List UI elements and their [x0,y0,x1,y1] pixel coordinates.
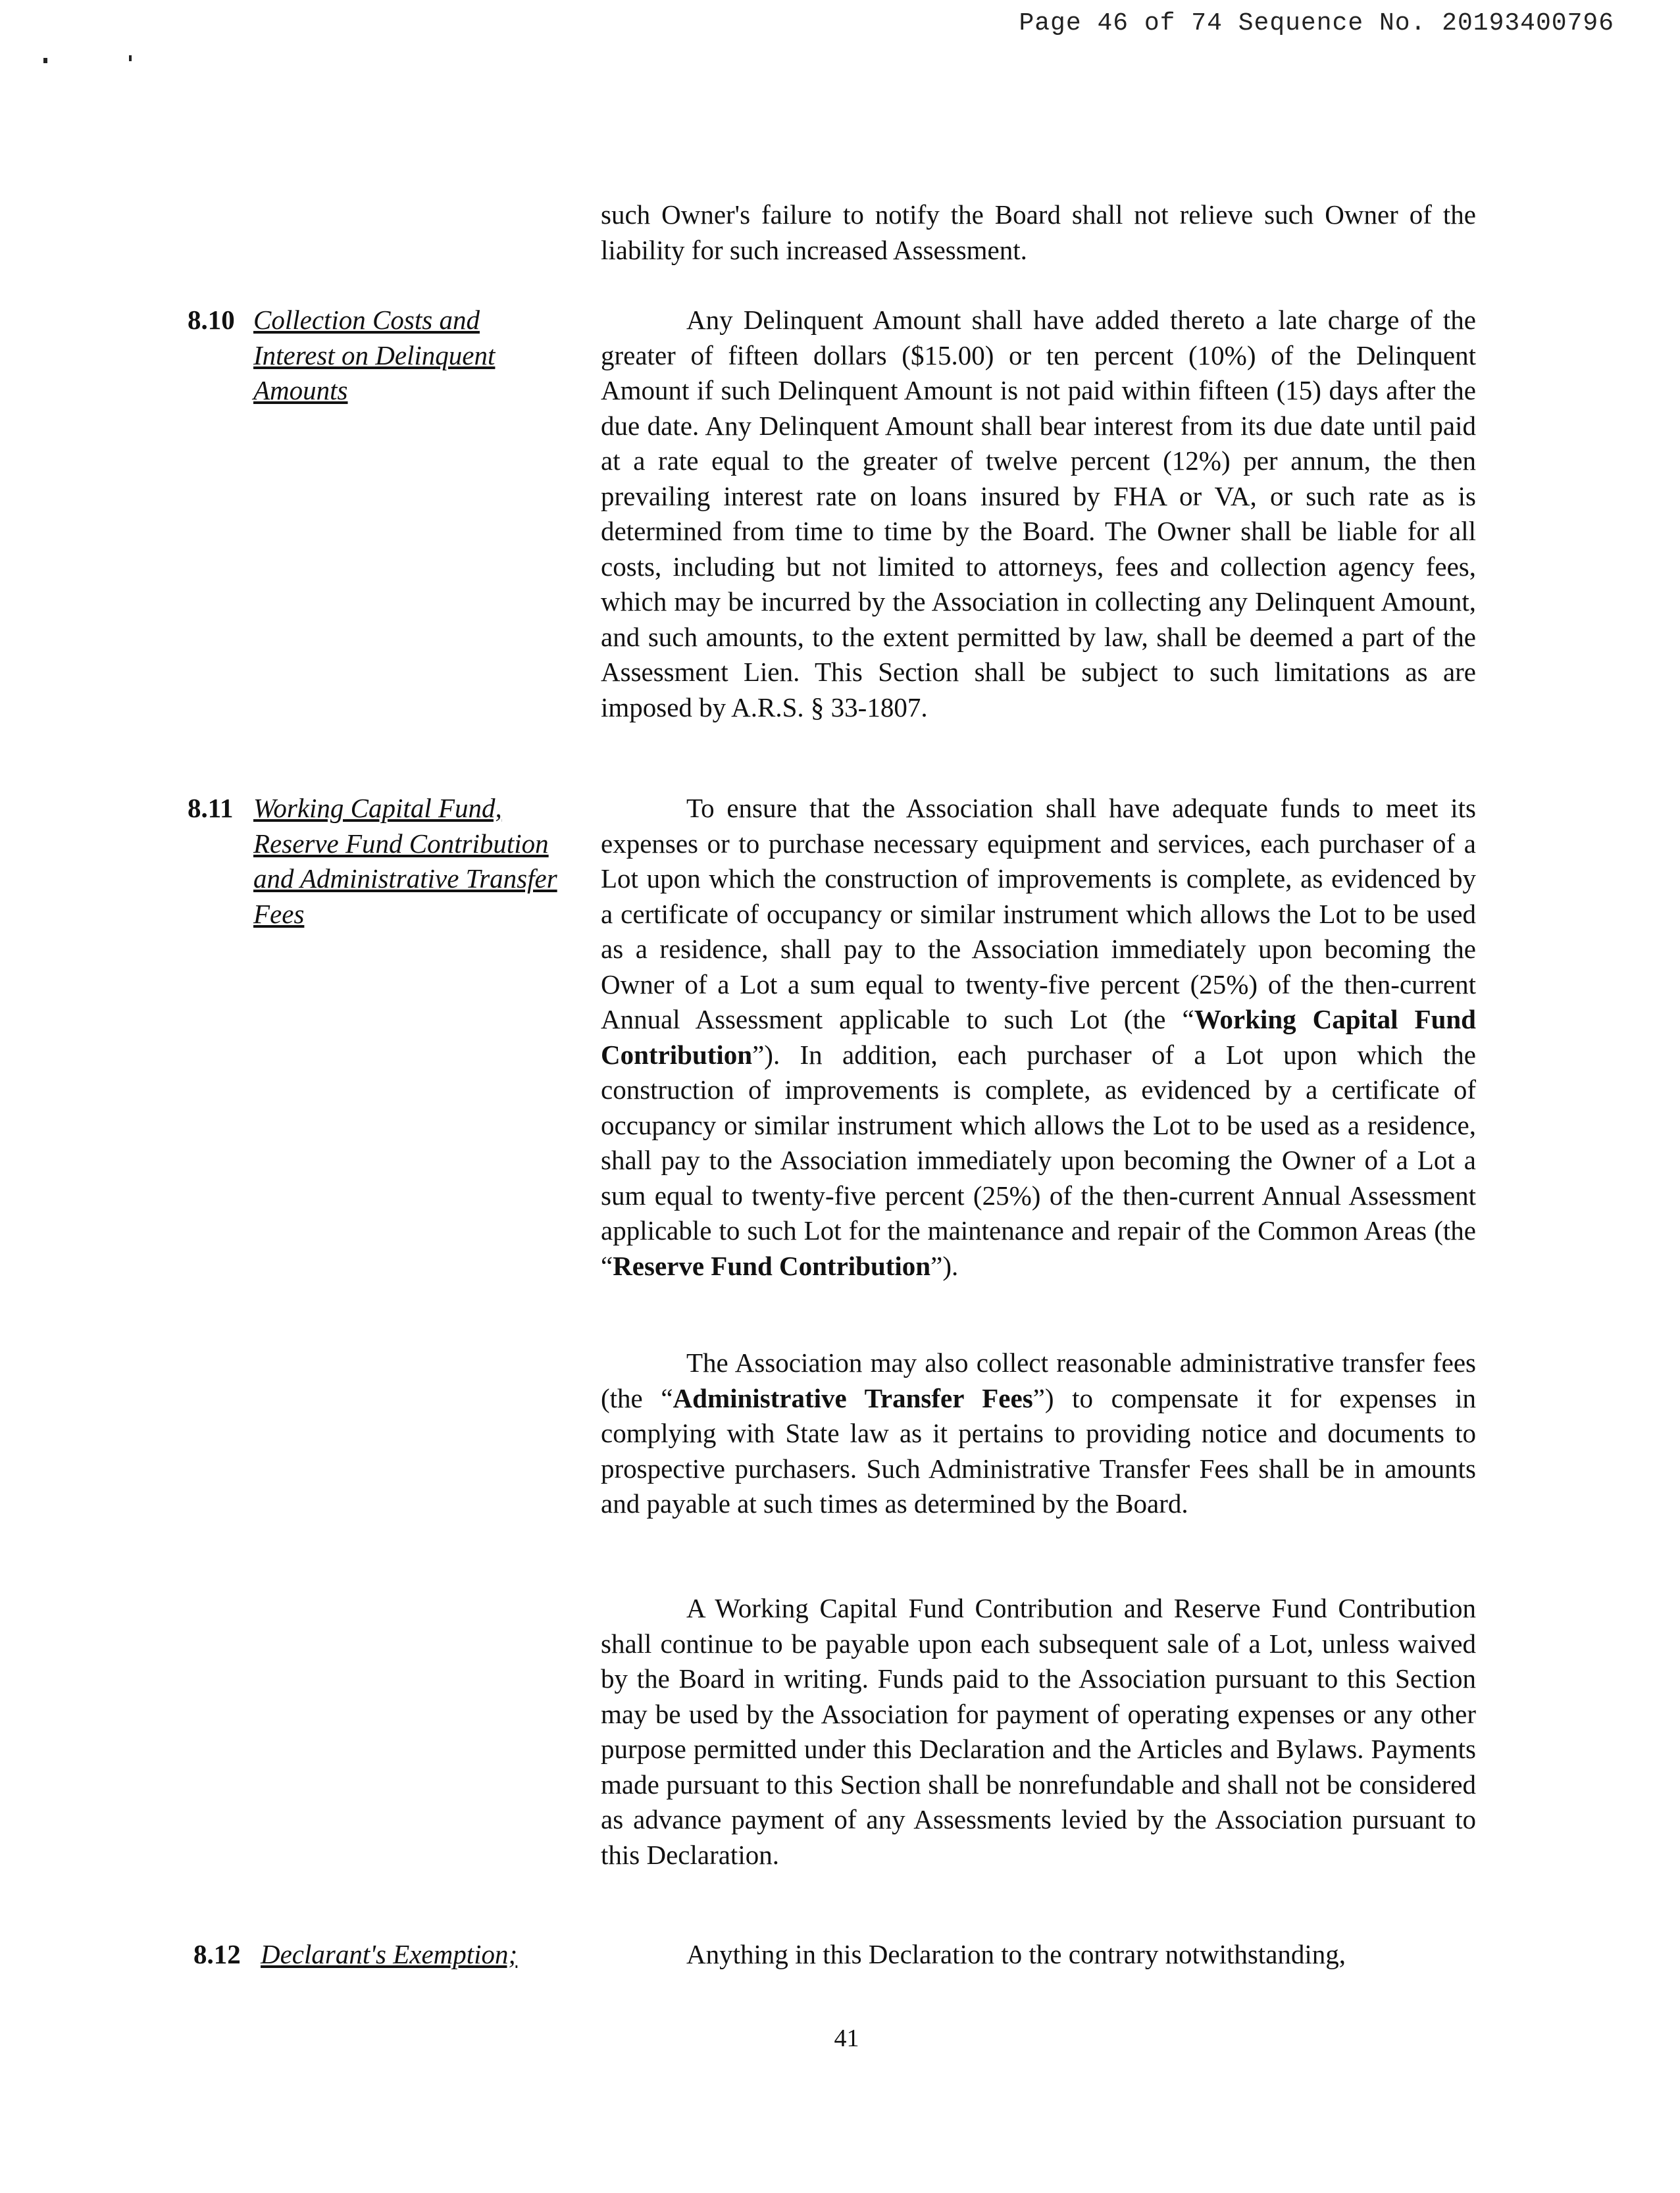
paragraph: Anything in this Declaration to the contrary notwithstanding, [686,1939,1346,1969]
section-number: 8.12 [193,1939,241,1969]
section-number: 8.11 [188,793,234,823]
section-body [601,791,1476,1284]
section-title: Collection Costs and Interest on Delinquent Amounts [253,305,496,405]
paragraph: To ensure that the Association shall have adequate funds to meet its expenses or to purchase necessary equipment and services, each purchaser of a Lot upon which the construction of improvements is complete, as evidenced by a certificate of occupancy or similar instrument which allows the Lot to be used as a residence, shall pay to the Association immediately upon becoming the Owner of a Lot a sum equal to twenty-five percent (25%) of the then-current Annual Assessment applicable to such Lot (the “Working Capital Fund Contribution”). In addition, each purchaser of a Lot upon which the construction of improvements is complete, as evidenced by a certificate of occupancy or similar instrument which allows the Lot to be used as a residence, shall pay to the Association immediately upon becoming the Owner of a Lot a sum equal to twenty-five percent (25%) of the then-current Annual Assessment applicable to such Lot for the maintenance and repair of the Common Areas (the “Reserve Fund Contribution”). [601,793,1476,1281]
section-title: Declarant's Exemption; [261,1939,518,1969]
scan-speck [43,58,47,63]
page-sequence-header: Page 46 of 74 Sequence No. 20193400796 [1019,9,1614,38]
defined-term: Reserve Fund Contribution [613,1250,931,1281]
section-title: Working Capital Fund, Reserve Fund Contribution and Administrative Transfer Fees [253,793,557,929]
section-body [601,1346,1476,1522]
scan-speck [129,55,132,61]
paragraph: A Working Capital Fund Contribution and Reserve Fund Contribution shall continue to be payable upon each subsequent sale of a Lot, unless waived by the Board in writing. Funds paid to the Association pursuant to this Section may be used by the Association for payment of operating expenses or any other purpose permitted under this Declaration and the Articles and Bylaws. Payments made pursuant to this Section shall be nonrefundable and shall not be considered as advance payment of any Assessments levied by the Association pursuant to this Declaration. [601,1593,1476,1870]
page-number: 41 [834,2025,859,2052]
defined-term: Working Capital Fund Contribution [601,1004,1476,1070]
paragraph: Any Delinquent Amount shall have added thereto a late charge of the greater of fifteen dollars ($15.00) or ten percent (10%) of the Delinquent Amount if such Delinquent Amount is not paid within fifteen (15) days after the due date. Any Delinquent Amount shall bear interest from its due date until paid at a rate equal to the greater of twelve percent (12%) per annum, the then prevailing interest rate on loans insured by FHA or VA, or such rate as is determined from time to time by the Board. The Owner shall be liable for all costs, including but not limited to attorneys, fees and collection agency fees, which may be incurred by the Association in collecting any Delinquent Amount, and such amounts, to the extent permitted by law, shall be deemed a part of the Assessment Lien. This Section shall be subject to such limitations as are imposed by A.R.S. § 33-1807. [601,305,1476,722]
section-number: 8.10 [188,305,235,335]
section-body [601,1591,1476,1873]
defined-term: Administrative Transfer Fees [673,1382,1033,1413]
intro-text: such Owner's failure to notify the Board shall not relieve such Owner of the liability for such increased Assessment. [601,199,1476,265]
section-body [601,1937,1476,1973]
section-body [601,303,1476,725]
paragraph: The Association may also collect reasonable administrative transfer fees (the “Administrative Transfer Fees”) to compensate it for expenses in complying with State law as it pertains to providing notice and documents to prospective purchasers. Such Administrative Transfer Fees shall be in amounts and payable at such times as determined by the Board. [601,1348,1477,1519]
intro-paragraph [601,197,1476,268]
